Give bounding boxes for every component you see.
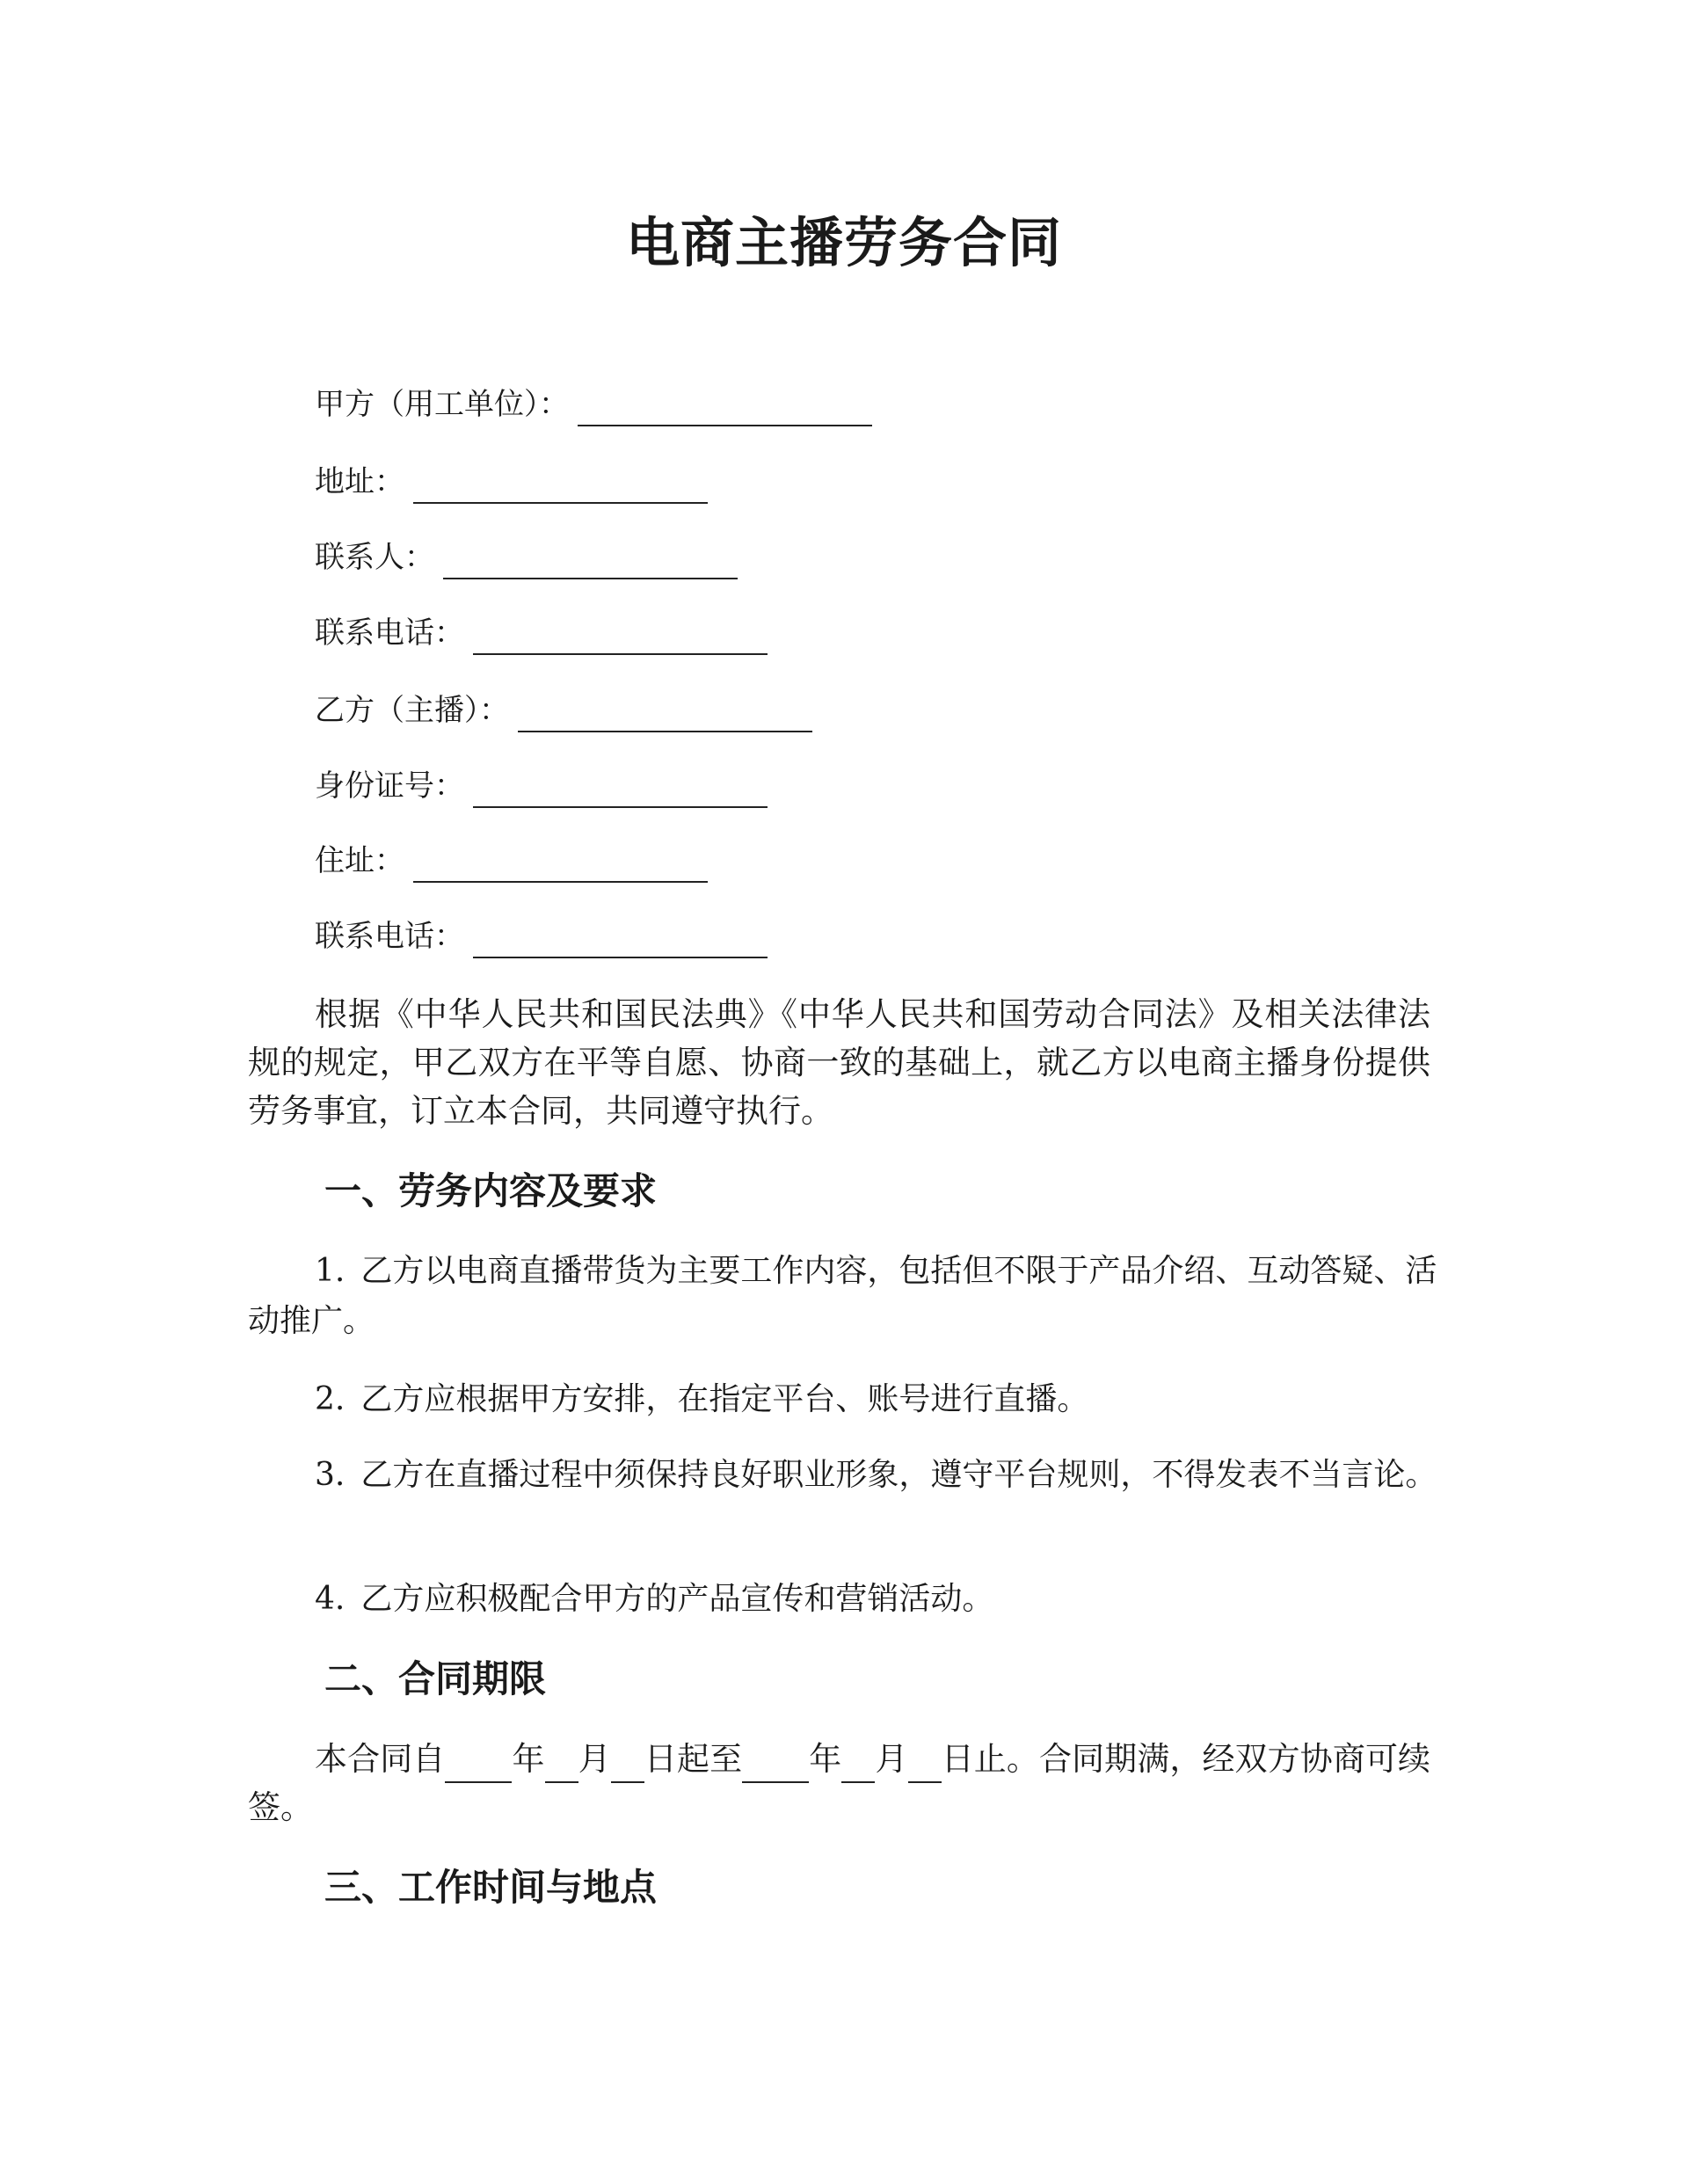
contract-term-paragraph [248,1735,1430,1831]
section-heading-1: 一、劳务内容及要求 [324,1169,658,1212]
field-label: 身份证号： [315,768,464,804]
item-text: 乙方以电商直播带货为主要工作内容，包括但不限于产品介绍、互动答疑、活动推广。 [248,1253,1437,1339]
item-number: 1. [315,1253,346,1289]
blank-line[interactable] [578,393,872,426]
item-text: 乙方在直播过程中须保持良好职业形象，遵守平台规则，不得发表不当言论。 [360,1457,1437,1493]
blank-day-end[interactable] [908,1753,942,1783]
list-item [248,1574,1452,1624]
blank-day-start[interactable] [611,1753,644,1783]
field-label: 联系电话： [315,919,464,954]
term-text: 本合同自 [315,1740,446,1778]
field-label: 乙方（主播）： [315,693,509,728]
term-text: 月 [578,1740,611,1778]
list-item [248,1374,1452,1424]
blank-year-end[interactable] [742,1753,809,1783]
field-phone-b [315,914,768,958]
field-label: 住址： [315,843,404,878]
field-party-a [315,382,872,426]
term-text: 月 [875,1740,908,1778]
field-address-b [315,839,708,883]
field-contact-a [315,535,738,579]
blank-line[interactable] [473,925,768,958]
blank-line[interactable] [413,849,708,883]
field-label: 联系人： [315,540,434,575]
item-text: 乙方应根据甲方安排，在指定平台、账号进行直播。 [360,1381,1089,1417]
section-heading-2: 二、合同期限 [324,1657,547,1700]
field-label: 甲方（用工单位）： [315,387,569,422]
section-heading-3: 三、工作时间与地点 [324,1866,658,1909]
field-phone-a [315,611,768,655]
term-text: 日止。合同期满，经双方协商可续签。 [248,1740,1431,1826]
blank-line[interactable] [413,470,708,504]
item-number: 3. [315,1457,346,1493]
field-label: 地址： [315,464,404,499]
field-id-number [315,764,768,808]
blank-line[interactable] [518,699,812,732]
term-text: 年 [809,1740,842,1778]
blank-year-start[interactable] [445,1753,512,1783]
blank-line[interactable] [473,622,768,655]
list-item [248,1450,1452,1500]
blank-line[interactable] [473,775,768,808]
item-number: 2. [315,1381,346,1417]
blank-month-end[interactable] [841,1753,875,1783]
blank-line[interactable] [443,546,738,579]
list-item [248,1246,1452,1346]
field-address-a [315,460,708,504]
document-title: 电商主播劳务合同 [625,212,1062,274]
term-text: 年 [512,1740,545,1778]
item-number: 4. [315,1581,346,1617]
item-text: 乙方应积极配合甲方的产品宣传和营销活动。 [360,1581,994,1617]
field-label: 联系电话： [315,615,464,651]
term-text: 日起至 [644,1740,743,1778]
blank-month-start[interactable] [545,1753,578,1783]
preamble-paragraph: 根据《中华人民共和国民法典》《中华人民共和国劳动合同法》及相关法律法规的规定，甲乙双方在平等自愿、协商一致的基础上，就乙方以电商主播身份提供劳务事宜，订立本合同，共同遵守执行。 [248,995,1430,1130]
field-party-b [315,688,812,732]
